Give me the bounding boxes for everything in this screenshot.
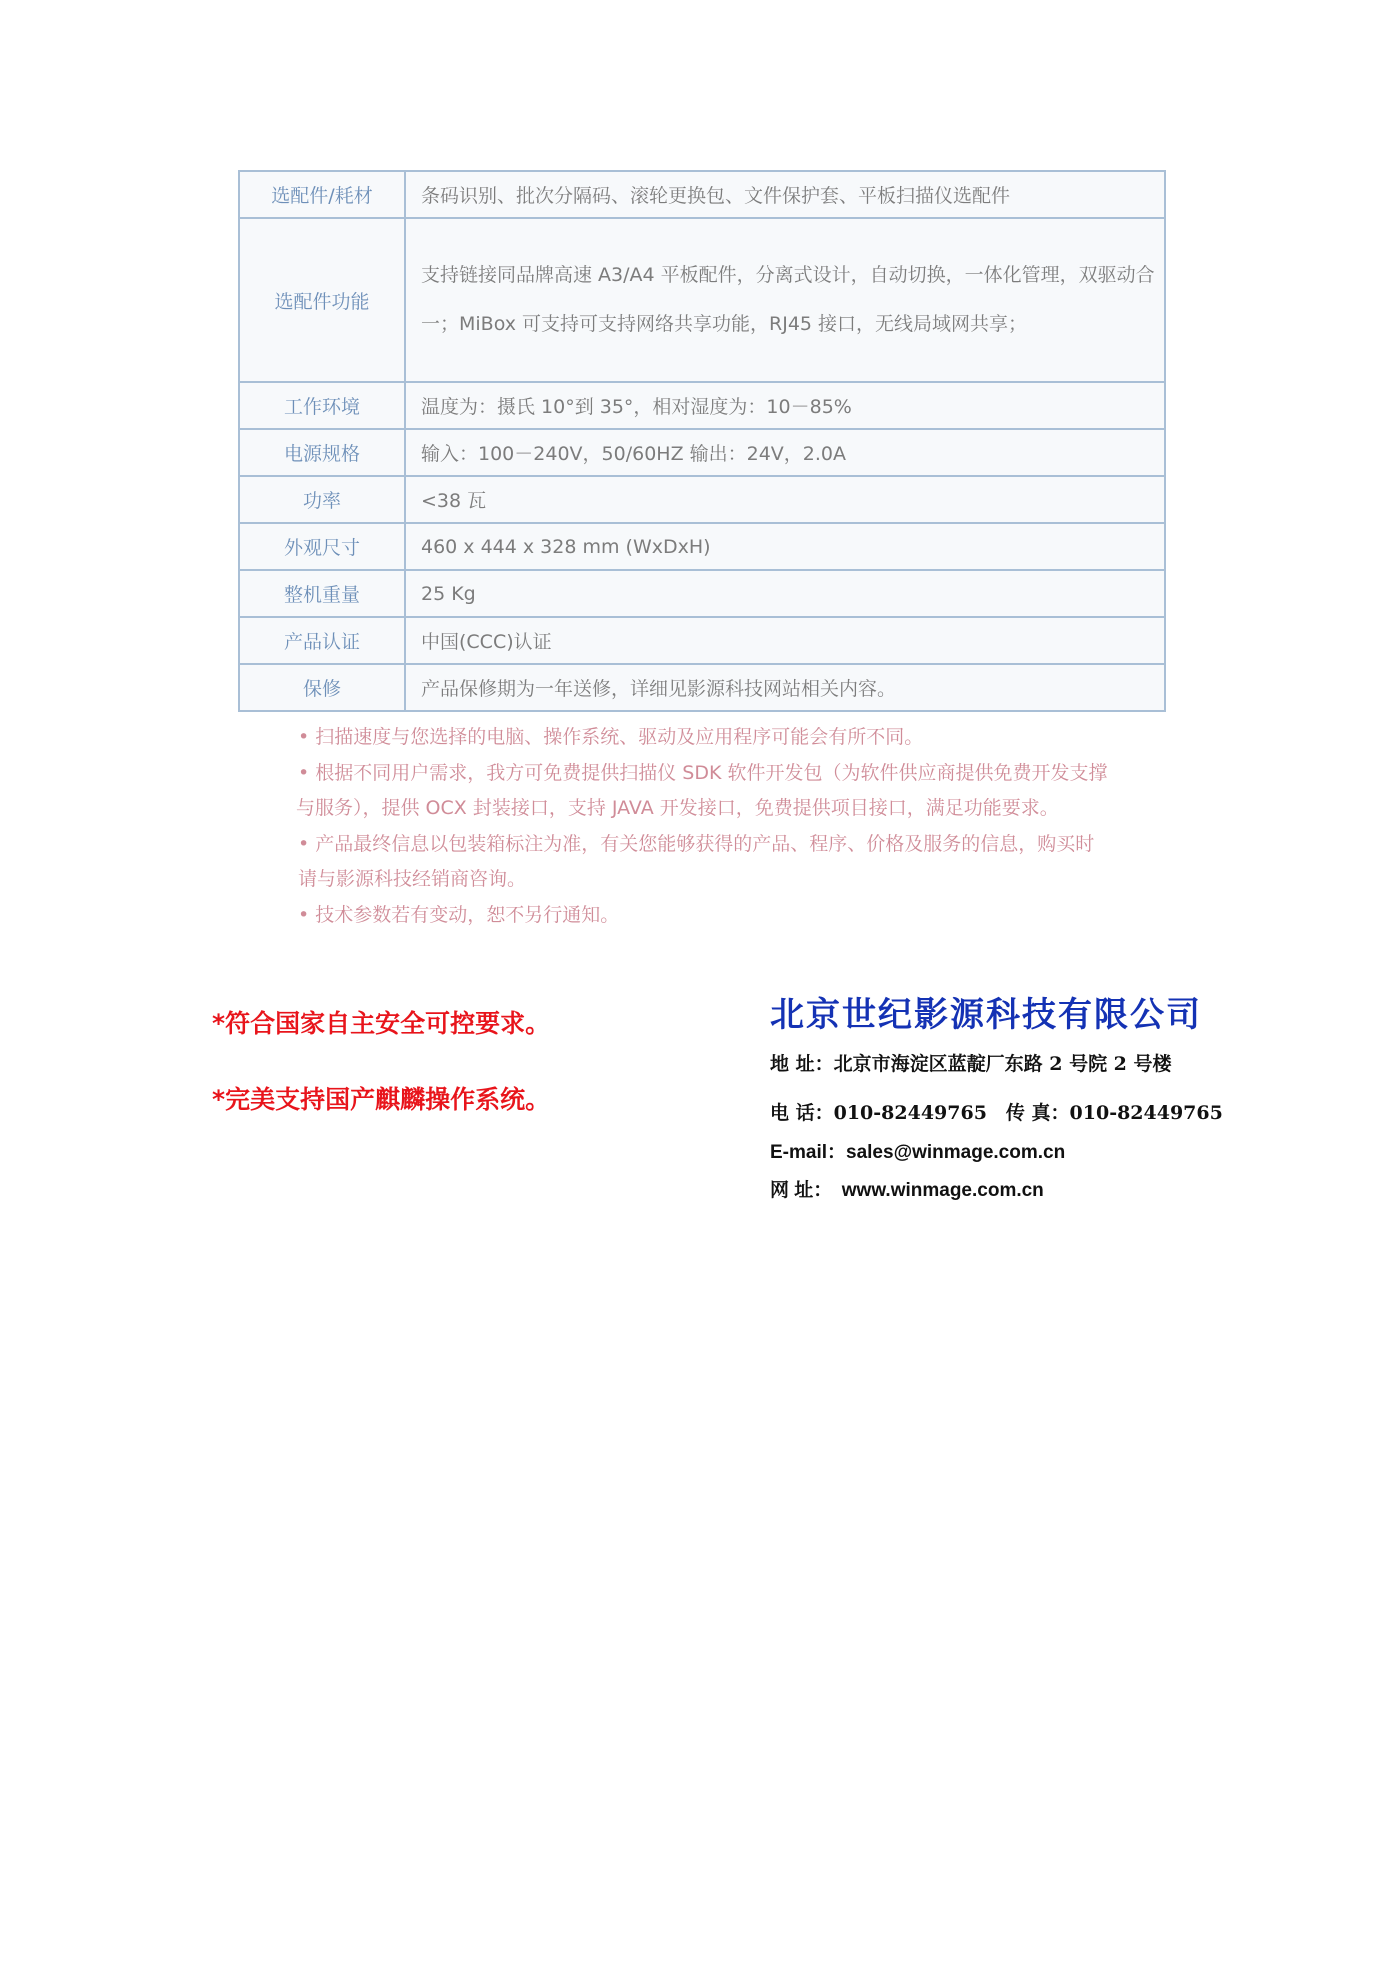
spec-label: 保修: [239, 664, 405, 711]
spec-label: 功率: [239, 476, 405, 523]
spec-value: 产品保修期为一年送修，详细见影源科技网站相关内容。: [405, 664, 1165, 711]
spec-value: 温度为：摄氏 10°到 35°，相对湿度为：10－85%: [405, 382, 1165, 429]
footnote: • 技术参数若有变动，恕不另行通知。: [298, 903, 620, 926]
spec-value: 25 Kg: [405, 570, 1165, 617]
spec-value: 输入：100－240V，50/60HZ 输出：24V，2.0A: [405, 429, 1165, 476]
spec-label: 工作环境: [239, 382, 405, 429]
feature-security: *符合国家自主安全可控要求。: [212, 1009, 551, 1038]
footnote: 请与影源科技经销商咨询。: [298, 868, 527, 890]
spec-label: 整机重量: [239, 570, 405, 617]
spec-value: 460 x 444 x 328 mm (WxDxH): [405, 523, 1165, 570]
company-website: 网 址： www.winmage.com.cn: [770, 1180, 1044, 1201]
table-row: [239, 382, 1165, 429]
company-email: E-mail：sales@winmage.com.cn: [770, 1142, 1066, 1163]
spec-label: 外观尺寸: [239, 523, 405, 570]
spec-value: 中国(CCC)认证: [405, 617, 1165, 664]
footnote: • 产品最终信息以包装箱标注为准，有关您能够获得的产品、程序、价格及服务的信息，购买时: [298, 832, 1095, 855]
footnote: 与服务），提供 OCX 封装接口，支持 JAVA 开发接口，免费提供项目接口，满足功能要求。: [296, 797, 1059, 819]
spec-label: 电源规格: [239, 429, 405, 476]
spec-table: [238, 170, 1166, 712]
table-row: [239, 429, 1165, 476]
feature-kylin-os: *完美支持国产麒麟操作系统。: [212, 1085, 551, 1114]
spec-label: 选配件功能: [239, 218, 405, 382]
footnotes: [298, 720, 1198, 933]
spec-label: 选配件/耗材: [239, 171, 405, 218]
table-row: [239, 570, 1165, 617]
footnote: • 扫描速度与您选择的电脑、操作系统、驱动及应用程序可能会有所不同。: [298, 726, 924, 748]
company-name: 北京世纪影源科技有限公司: [770, 995, 1202, 1035]
table-row: [239, 664, 1165, 711]
spec-value: 条码识别、批次分隔码、滚轮更换包、文件保护套、平板扫描仪选配件: [405, 171, 1165, 218]
spec-value: <38 瓦: [405, 476, 1165, 523]
company-address: 地 址：北京市海淀区蓝靛厂东路 2 号院 2 号楼: [770, 1053, 1172, 1075]
table-row: [239, 218, 1165, 382]
spec-label: 产品认证: [239, 617, 405, 664]
company-phone: 电 话：010-82449765 传 真：010-82449765: [770, 1102, 1223, 1124]
footnote: • 根据不同用户需求，我方可免费提供扫描仪 SDK 软件开发包（为软件供应商提供免费开发支撑: [298, 761, 1108, 784]
table-row: [239, 523, 1165, 570]
table-row: [239, 171, 1165, 218]
spec-value: 支持链接同品牌高速 A3/A4 平板配件，分离式设计，自动切换，一体化管理，双驱动合一；MiBox 可支持可支持网络共享功能，RJ45 接口，无线局域网共享；: [405, 218, 1165, 382]
table-row: [239, 476, 1165, 523]
table-row: [239, 617, 1165, 664]
